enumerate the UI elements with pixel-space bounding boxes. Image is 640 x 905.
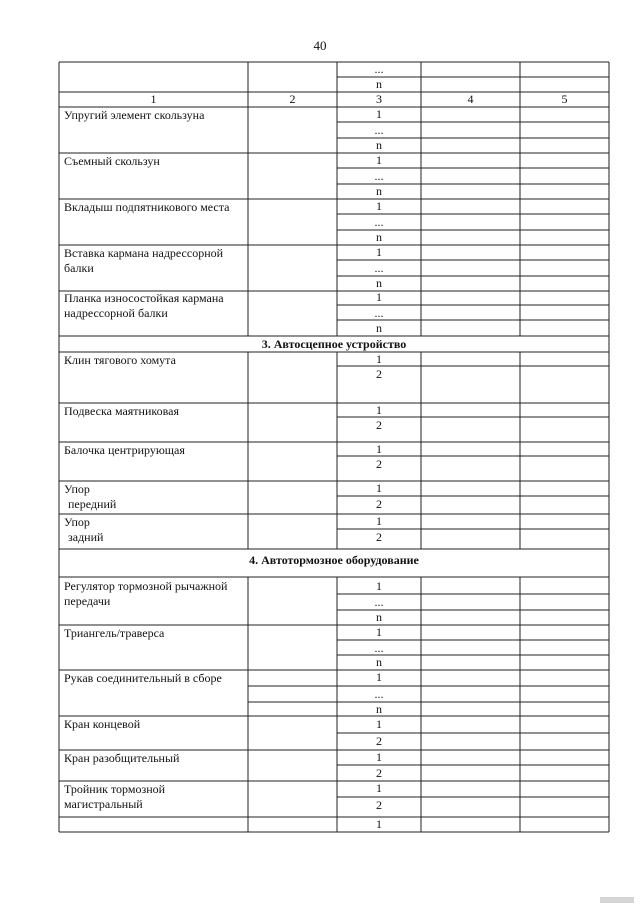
item-name: Рукав соединительный в сборе bbox=[64, 671, 222, 685]
item-index: ... bbox=[374, 595, 384, 609]
item-index: n bbox=[376, 184, 382, 198]
item-index: 2 bbox=[376, 367, 382, 381]
item-index: n bbox=[376, 702, 382, 716]
item-index: n bbox=[376, 321, 382, 335]
item-index: 1 bbox=[376, 107, 382, 121]
item-index: 1 bbox=[376, 514, 382, 528]
item-name: Кран концевой bbox=[64, 717, 141, 731]
item-index: 1 bbox=[376, 625, 382, 639]
section-title: 4. Автотормозное оборудование bbox=[249, 553, 419, 567]
column-header-1: 1 bbox=[150, 92, 157, 106]
item-index: 1 bbox=[376, 670, 382, 684]
item-index: 2 bbox=[376, 418, 382, 432]
item-index: 1 bbox=[376, 245, 382, 259]
section-title: 3. Автосцепное устройство bbox=[261, 337, 407, 351]
item-index: 1 bbox=[376, 579, 382, 593]
item-index: n bbox=[376, 276, 382, 290]
item-index: 1 bbox=[376, 750, 382, 764]
item-name-line1: Упор bbox=[64, 515, 90, 529]
item-index: ... bbox=[374, 641, 384, 655]
cont-n: n bbox=[376, 77, 382, 91]
item-name: Регулятор тормозной рычажной передачи bbox=[64, 579, 228, 608]
item-name: Упругий элемент скользуна bbox=[64, 108, 205, 122]
column-header-2: 2 bbox=[289, 92, 296, 106]
item-index: ... bbox=[374, 306, 384, 320]
item-index: ... bbox=[374, 215, 384, 229]
item-index: 1 bbox=[376, 481, 382, 495]
item-index: 1 bbox=[376, 290, 382, 304]
item-index: 2 bbox=[376, 497, 382, 511]
item-index: n bbox=[376, 230, 382, 244]
item-name-line2: задний bbox=[68, 530, 104, 544]
item-index: n bbox=[376, 655, 382, 669]
item-index: 1 bbox=[376, 717, 382, 731]
item-name: Вкладыш подпятникового места bbox=[64, 200, 230, 214]
item-index: 2 bbox=[376, 798, 382, 812]
item-name: Клин тягового хомута bbox=[64, 353, 176, 367]
item-index: 2 bbox=[376, 457, 382, 471]
item-index: ... bbox=[374, 261, 384, 275]
item-index: ... bbox=[374, 169, 384, 183]
item-name: Подвеска маятниковая bbox=[64, 404, 179, 418]
item-name: Триангель/траверса bbox=[64, 626, 165, 640]
item-index: n bbox=[376, 138, 382, 152]
item-index: 1 bbox=[376, 817, 382, 831]
column-header-4: 4 bbox=[467, 92, 474, 106]
scan-artifact bbox=[600, 897, 634, 903]
item-name: Планка износостойкая кармана надрессорной балки bbox=[64, 291, 224, 320]
item-name: Съемный скользун bbox=[64, 154, 160, 168]
item-index: 1 bbox=[376, 781, 382, 795]
item-index: 1 bbox=[376, 199, 382, 213]
cont-ellipsis: ... bbox=[374, 62, 384, 76]
item-index: ... bbox=[374, 687, 384, 701]
item-index: 1 bbox=[376, 403, 382, 417]
item-name-line1: Упор bbox=[64, 482, 90, 496]
item-name: Тройник тормозной магистральный bbox=[64, 782, 166, 811]
item-name: Вставка кармана надрессорной балки bbox=[64, 246, 224, 275]
item-index: 1 bbox=[376, 442, 382, 456]
item-index: 2 bbox=[376, 734, 382, 748]
item-index: n bbox=[376, 610, 382, 624]
item-name-line2: передний bbox=[68, 497, 117, 511]
item-name: Балочка центрирующая bbox=[64, 443, 185, 457]
item-index: 2 bbox=[376, 530, 382, 544]
item-name: Кран разобщительный bbox=[64, 751, 180, 765]
column-header-5: 5 bbox=[561, 92, 568, 106]
item-index: 1 bbox=[376, 153, 382, 167]
column-header-3: 3 bbox=[376, 92, 382, 106]
item-index: 2 bbox=[376, 766, 382, 780]
page-number: 40 bbox=[313, 38, 327, 53]
item-index: ... bbox=[374, 123, 384, 137]
item-index: 1 bbox=[376, 352, 382, 366]
